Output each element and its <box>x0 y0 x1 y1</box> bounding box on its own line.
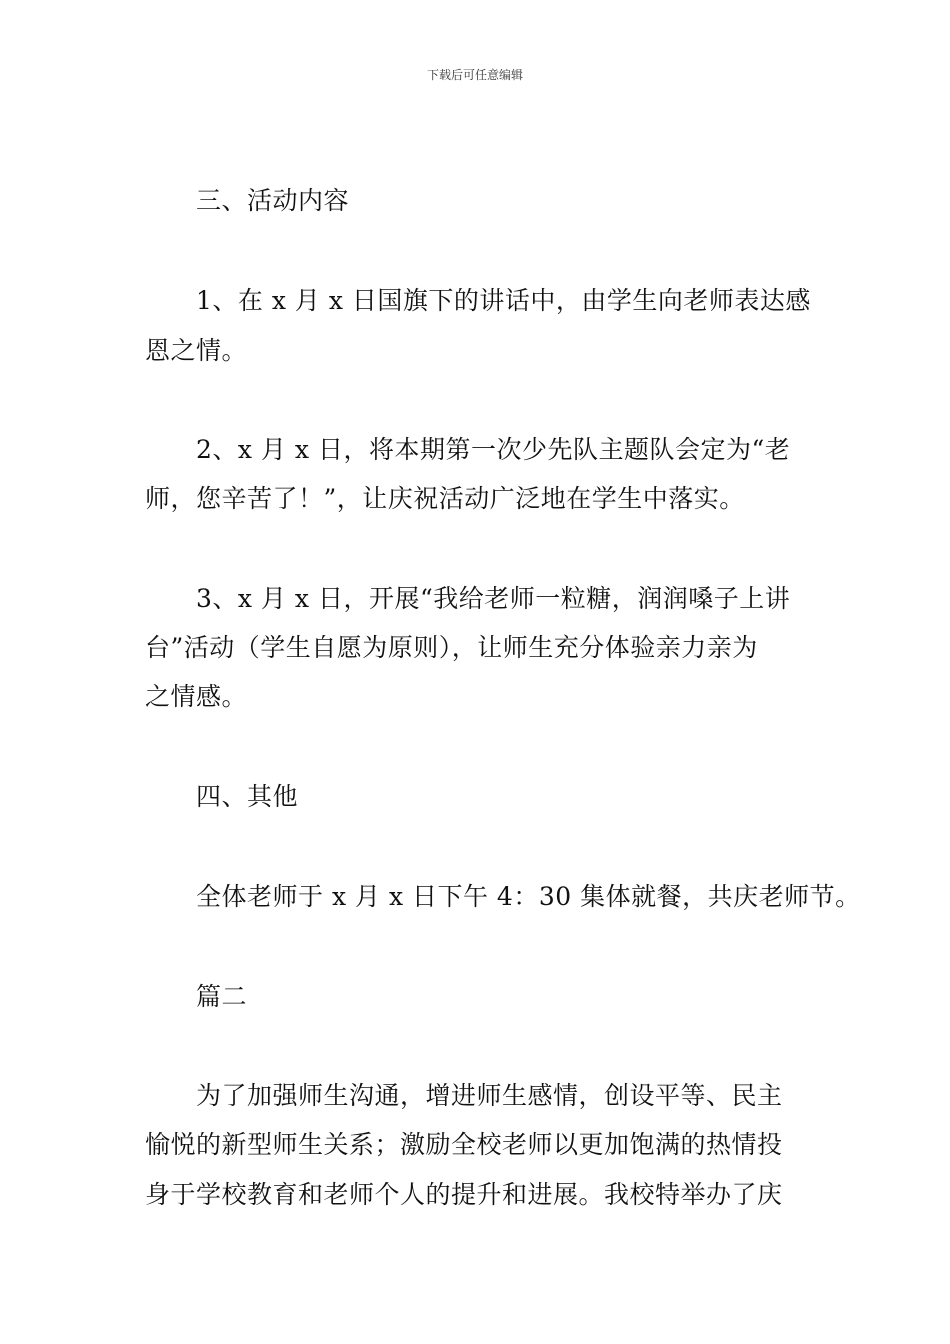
item-1-line-2: 恩之情。 <box>145 336 248 365</box>
part-two-line-1: 为了加强师生沟通，增进师生感情，创设平等、民主 <box>196 1081 783 1110</box>
part-two-line-2: 愉悦的新型师生关系；激励全校老师以更加饱满的热情投 <box>145 1130 783 1159</box>
item-1-line-1: 1、在 x 月 x 日国旗下的讲话中，由学生向老师表达感 <box>196 286 811 315</box>
part-two-heading: 篇二 <box>196 982 248 1011</box>
header-note: 下载后可任意编辑 <box>426 68 523 82</box>
part-two-line-3: 身于学校教育和老师个人的提升和进展。我校特举办了庆 <box>145 1180 783 1209</box>
item-3-line-1: 3、x 月 x 日，开展“我给老师一粒糖，润润嗓子上讲 <box>196 584 791 613</box>
other-paragraph: 全体老师于 x 月 x 日下午 4：30 集体就餐，共庆老师节。 <box>196 882 861 911</box>
item-2-line-2: 师，您辛苦了！”，让庆祝活动广泛地在学生中落实。 <box>145 484 745 513</box>
section-heading-activities: 三、活动内容 <box>196 186 350 215</box>
item-3-line-3: 之情感。 <box>145 682 248 711</box>
item-2-line-1: 2、x 月 x 日，将本期第一次少先队主题队会定为“老 <box>196 435 791 464</box>
section-heading-other: 四、其他 <box>196 782 299 811</box>
item-3-line-2: 台”活动（学生自愿为原则），让师生充分体验亲力亲为 <box>145 633 758 662</box>
